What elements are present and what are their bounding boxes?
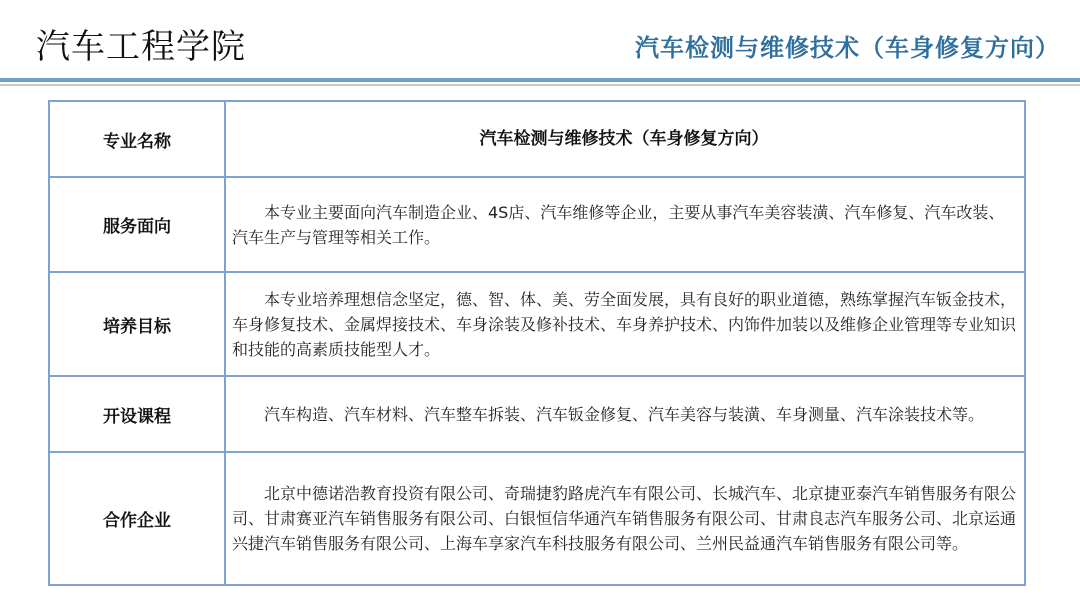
- school-title: 汽车工程学院: [36, 27, 246, 67]
- row-text: 本专业培养理想信念坚定，德、智、体、美、劳全面发展，具有良好的职业道德，熟练掌握汽车钣金技术，车身修复技术、金属焊接技术、车身涂装及修补技术、车身养护技术、内饰件加装以及维修企业管理等专业知识和技能的高素质技能型人才。: [232, 289, 1017, 359]
- table-row: [49, 376, 1025, 452]
- row-text: 北京中德诺浩教育投资有限公司、奇瑞捷豹路虎汽车有限公司、长城汽车、北京捷亚泰汽车销售服务有限公司、甘肃赛亚汽车销售服务有限公司、白银恒信华通汽车销售服务有限公司、甘肃良志汽车服务公司、北京运通兴捷汽车销售服务有限公司、上海车享家汽车科技服务有限公司、兰州民益通汽车销售服务有限公司等。: [232, 484, 1017, 553]
- header-divider-shadow: [0, 84, 1080, 86]
- header-divider: [0, 78, 1080, 82]
- row-value: [225, 177, 1025, 272]
- row-text: 汽车构造、汽车材料、汽车整车拆装、汽车钣金修复、汽车美容与装潢、车身测量、汽车涂装技术等。: [264, 404, 985, 424]
- row-value: 汽车检测与维修技术（车身修复方向）: [225, 101, 1025, 177]
- row-label: 合作企业: [49, 452, 225, 585]
- header: [0, 0, 1080, 86]
- major-title: 汽车检测与维修技术（车身修复方向）: [635, 34, 1060, 62]
- table-row: [49, 101, 1025, 177]
- row-label: 培养目标: [49, 272, 225, 376]
- table-row: [49, 177, 1025, 272]
- row-text: 本专业主要面向汽车制造企业、4S店、汽车维修等企业，主要从事汽车美容装潢、汽车修复、汽车改装、汽车生产与管理等相关工作。: [232, 202, 1005, 247]
- row-label: 服务面向: [49, 177, 225, 272]
- table-row: [49, 272, 1025, 376]
- major-info-table: [48, 100, 1026, 586]
- table-row: [49, 452, 1025, 585]
- row-value: [225, 376, 1025, 452]
- row-label: 专业名称: [49, 101, 225, 177]
- row-label: 开设课程: [49, 376, 225, 452]
- row-value: [225, 272, 1025, 376]
- row-value: [225, 452, 1025, 585]
